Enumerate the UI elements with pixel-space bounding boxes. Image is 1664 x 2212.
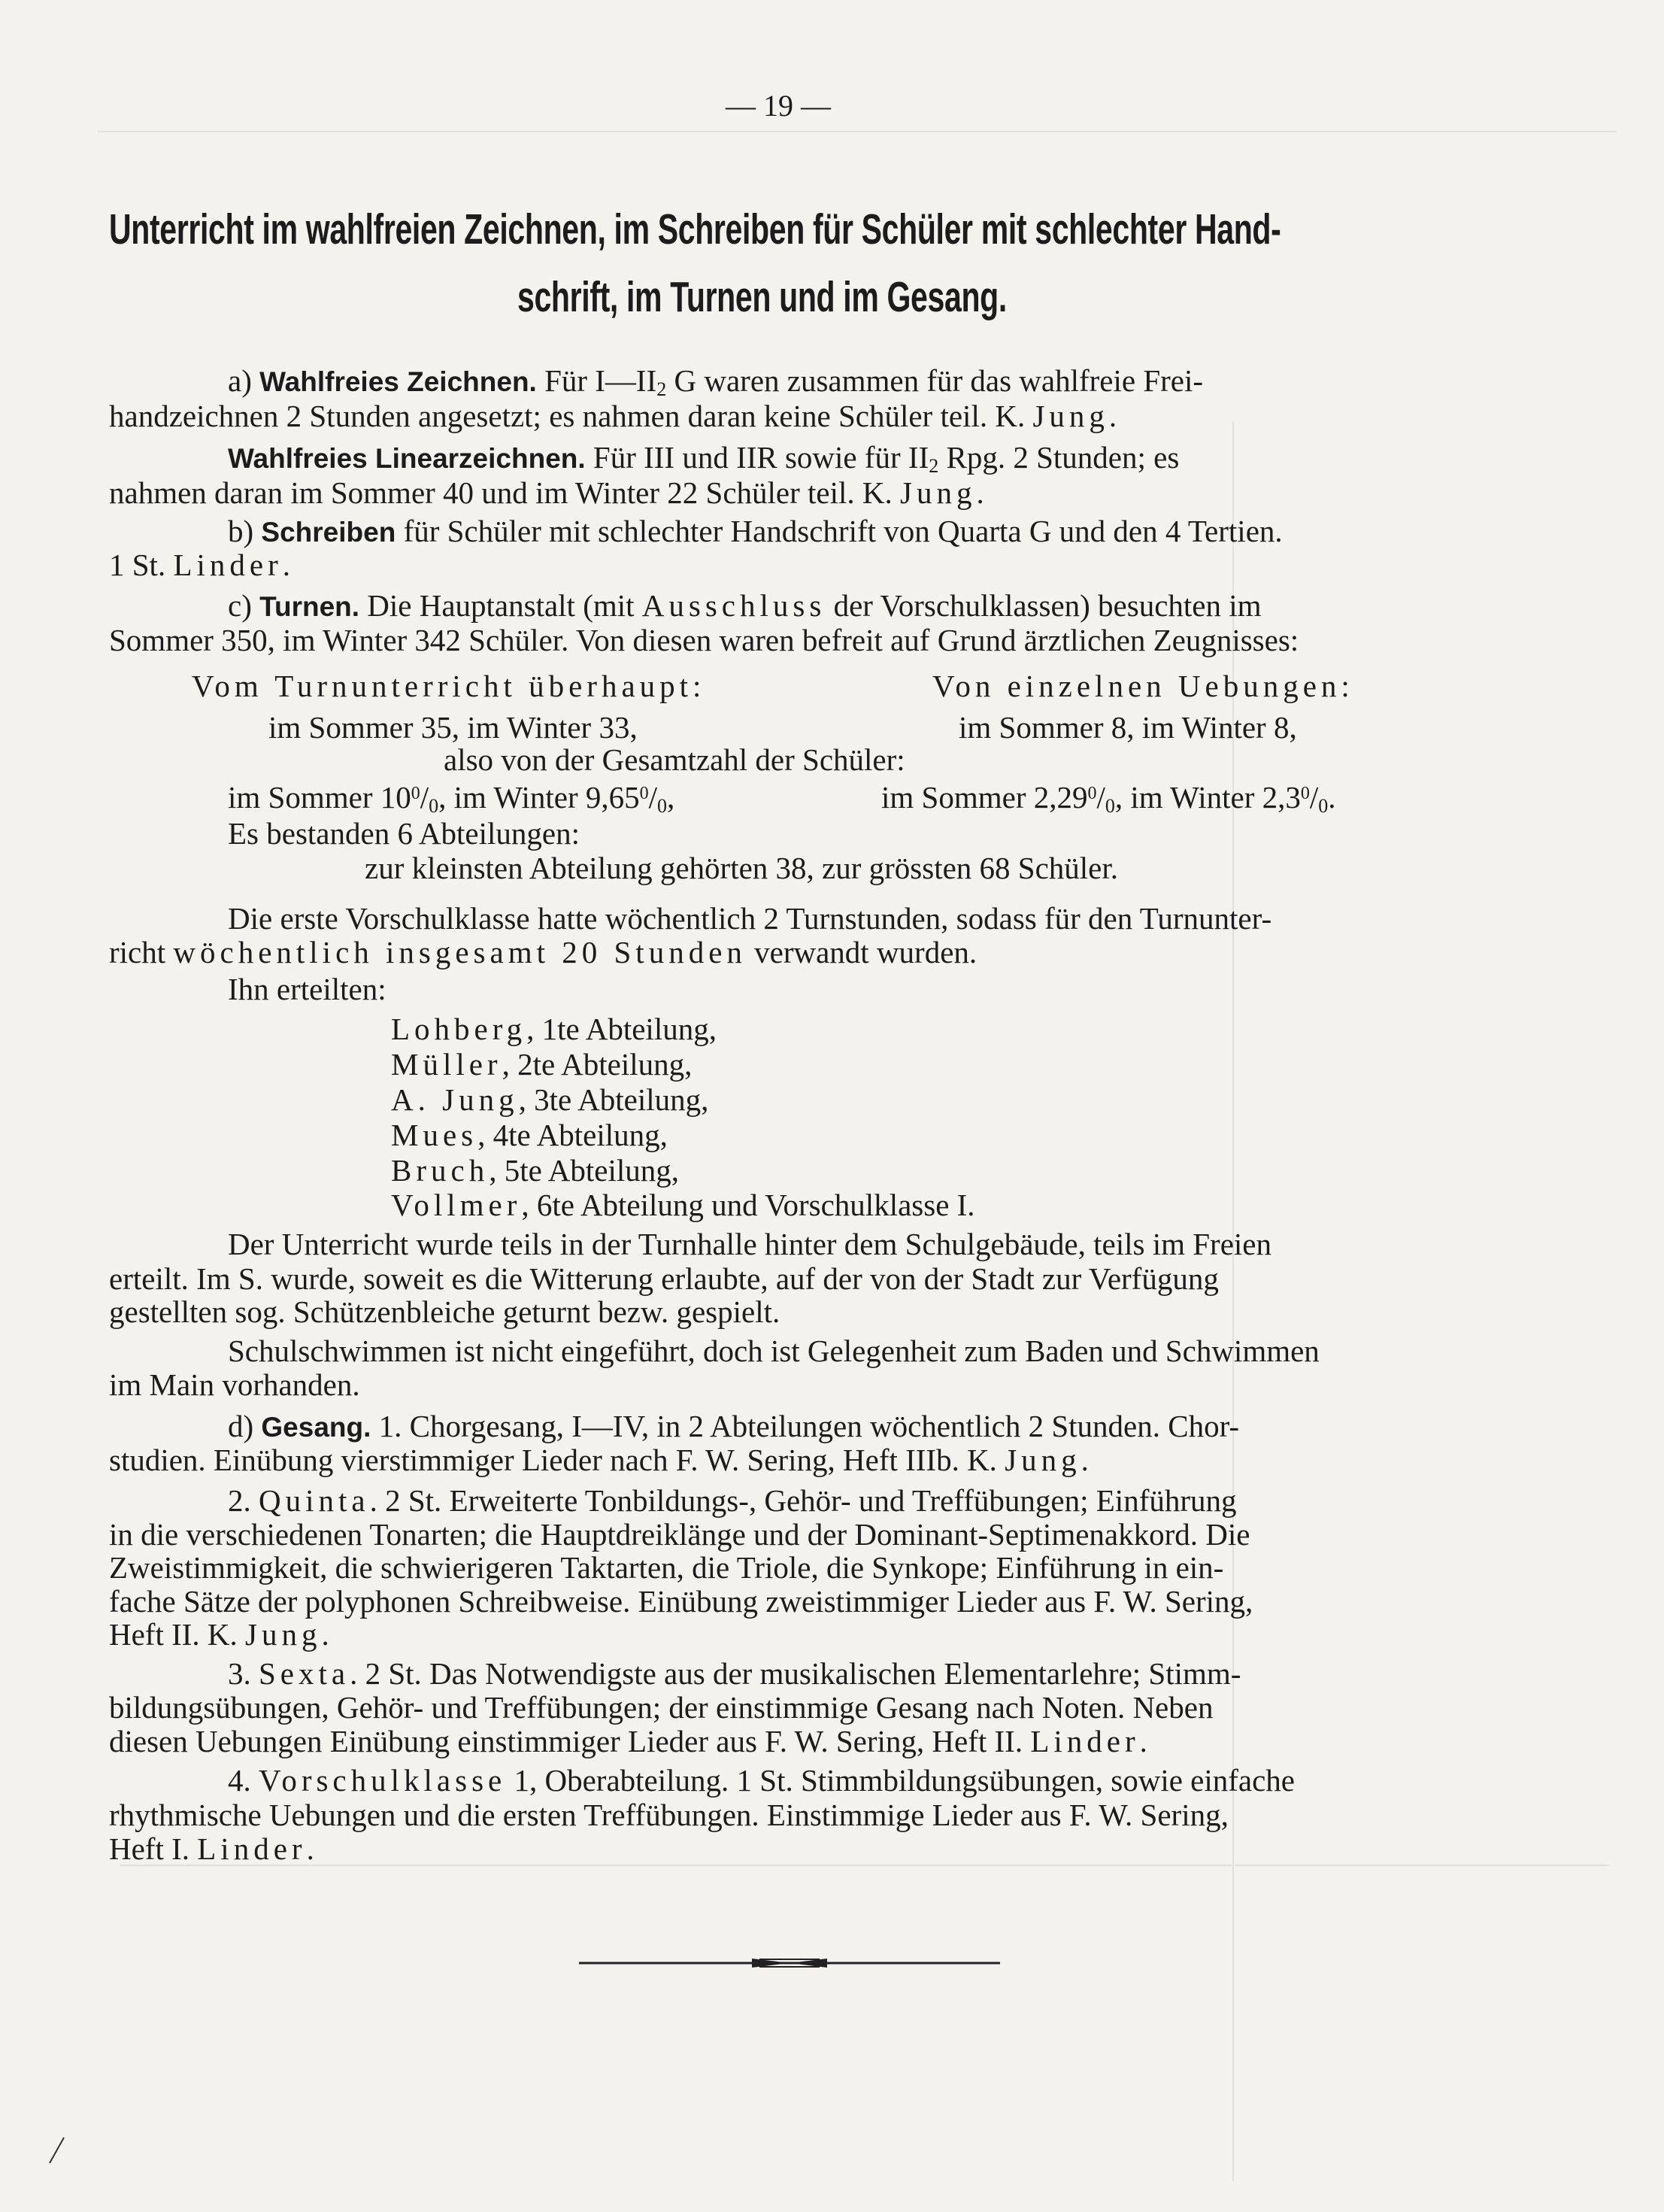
section-heading-line1: Unterricht im wahlfreien Zeichnen, im Schreiben für Schüler mit schlechter Hand- [109,205,1281,253]
quinta-line5: Heft II. K. Jung. [109,1617,329,1652]
ihn-erteilten: Ihn erteilten: [228,972,386,1006]
teacher-item: Vollmer, 6te Abteilung und Vorschulklasse I. [391,1188,975,1222]
abteilung-groesse-line: zur kleinsten Abteilung gehörten 38, zur grössten 68 Schüler. [365,851,1119,885]
gesang-title: Gesang. [261,1412,371,1443]
unterricht-line1: Der Unterricht wurde teils in der Turnhalle hinter dem Schulgebäude, teils im Freien [228,1227,1271,1261]
turnunterricht-column-head: Vom Turnunterricht überhaupt: [192,669,706,703]
linearzeichnen-line2: nahmen daran im Sommer 40 und im Winter 22 Schüler teil. K. Jung. [109,475,984,510]
end-ornament-rule [579,1952,1000,1974]
schwimmen-line1: Schulschwimmen ist nicht eingeführt, doch ist Gelegenheit zum Baden und Schwimmen [228,1334,1320,1368]
gesang-line2: studien. Einübung vierstimmiger Lieder nach F. W. Sering, Heft IIIb. K. Jung. [109,1443,1089,1477]
turnunterricht-counts: im Sommer 35, im Winter 33, [268,710,638,745]
unterricht-line2: erteilt. Im S. wurde, soweit es die Witterung erlaubte, auf der von der Stadt zur Verfügung [109,1261,1219,1296]
vorschulklasse-gesang-line1: 4. Vorschulklasse 1, Oberabteilung. 1 St. Stimmbildungsübungen, sowie einfache [228,1763,1295,1798]
quinta-line4: fache Sätze der polyphonen Schreibweise. Einübung zweistimmiger Lieder aus F. W. Sering, [109,1584,1253,1619]
sexta-line3: diesen Uebungen Einübung einstimmiger Lieder aus F. W. Sering, Heft II. Linder. [109,1724,1147,1758]
teacher-item: Lohberg, 1te Abteilung, [391,1012,717,1046]
sexta-line1: 3. Sexta. 2 St. Das Notwendigste aus der musikalischen Elementarlehre; Stimm- [228,1656,1241,1691]
quinta-line1: 2. Quinta. 2 St. Erweiterte Tonbildungs-, Gehör- und Treffübungen; Einführung [228,1483,1237,1518]
wahlfreies-zeichnen-title: Wahlfreies Zeichnen. [259,366,537,397]
schreiben-title: Schreiben [261,517,396,548]
schreiben-line1: b) Schreiben für Schüler mit schlechter Handschrift von Quarta G und den 4 Tertien. [228,514,1283,548]
unterricht-line3: gestellten sog. Schützenbleiche geturnt bezw. gespielt. [109,1294,780,1329]
turnen-line2: Sommer 350, im Winter 342 Schüler. Von diesen waren befreit auf Grund ärztlichen Zeugnisses: [109,623,1299,657]
vorschulklasse-line1: Die erste Vorschulklasse hatte wöchentlich 2 Turnstunden, sodass für den Turnunter- [228,901,1272,936]
quinta-line3: Zweistimmigkeit, die schwierigeren Taktarten, die Triole, die Synkope; Einführung in ein- [109,1550,1224,1585]
vorschulklasse-gesang-line3: Heft I. Linder. [109,1831,314,1866]
zeichnen-line1: a) Wahlfreies Zeichnen. Für $I—II_2$ G waren zusammen für das wahlfreie Frei- [228,363,1204,400]
sexta-line2: bildungsübungen, Gehör- und Treffübungen; der einstimmige Gesang nach Noten. Neben [109,1690,1214,1725]
uebungen-column-head: Von einzelnen Uebungen: [932,669,1354,703]
uebungen-percent: im Sommer $2,29^0/_0$, im Winter $2,3^0/_0$. [881,780,1336,817]
gesang-line1: d) Gesang. 1. Chorgesang, I—IV, in 2 Abteilungen wöchentlich 2 Stunden. Chor- [228,1409,1240,1443]
teacher-item: Mues, 4te Abteilung, [391,1118,668,1152]
linearzeichnen-line1: Wahlfreies Linearzeichnen. Für III und IIR sowie für $II_2$ Rpg. 2 Stunden; es [228,440,1180,477]
vorschulklasse-line2: richt wöchentlich insgesamt 20 Stunden verwandt wurden. [109,935,977,969]
stray-pen-mark [45,2136,68,2166]
linearzeichnen-title: Wahlfreies Linearzeichnen. [228,443,586,474]
turnen-title: Turnen. [259,591,360,622]
gesamtzahl-line: also von der Gesamtzahl der Schüler: [444,742,905,777]
page-number: — 19 — [726,89,831,123]
zeichnen-line2: handzeichnen 2 Stunden angesetzt; es nahmen daran keine Schüler teil. K. Jung. [109,399,1117,433]
turnunterricht-percent: im Sommer $10^0/_0$, im Winter $9,65^0/_0$, [228,780,675,817]
quinta-line2: in die verschiedenen Tonarten; die Hauptdreiklänge und der Dominant-Septimenakkord. Die [109,1517,1250,1552]
schreiben-line2: 1 St. Linder. [109,548,290,582]
uebungen-counts: im Sommer 8, im Winter 8, [959,710,1297,745]
turnen-line1: c) Turnen. Die Hauptanstalt (mit Ausschluss der Vorschulklassen) besuchten im [228,588,1262,623]
teacher-item: Bruch, 5te Abteilung, [391,1153,680,1188]
teacher-item: A. Jung, 3te Abteilung, [391,1082,709,1117]
vorschulklasse-gesang-line2: rhythmische Uebungen und die ersten Treffübungen. Einstimmige Lieder aus F. W. Sering, [109,1798,1229,1832]
section-heading-line2: schrift, im Turnen und im Gesang. [517,273,1007,321]
abteilungen-line: Es bestanden 6 Abteilungen: [228,816,580,851]
teacher-item: Müller, 2te Abteilung, [391,1047,693,1082]
schwimmen-line2: im Main vorhanden. [109,1367,360,1402]
